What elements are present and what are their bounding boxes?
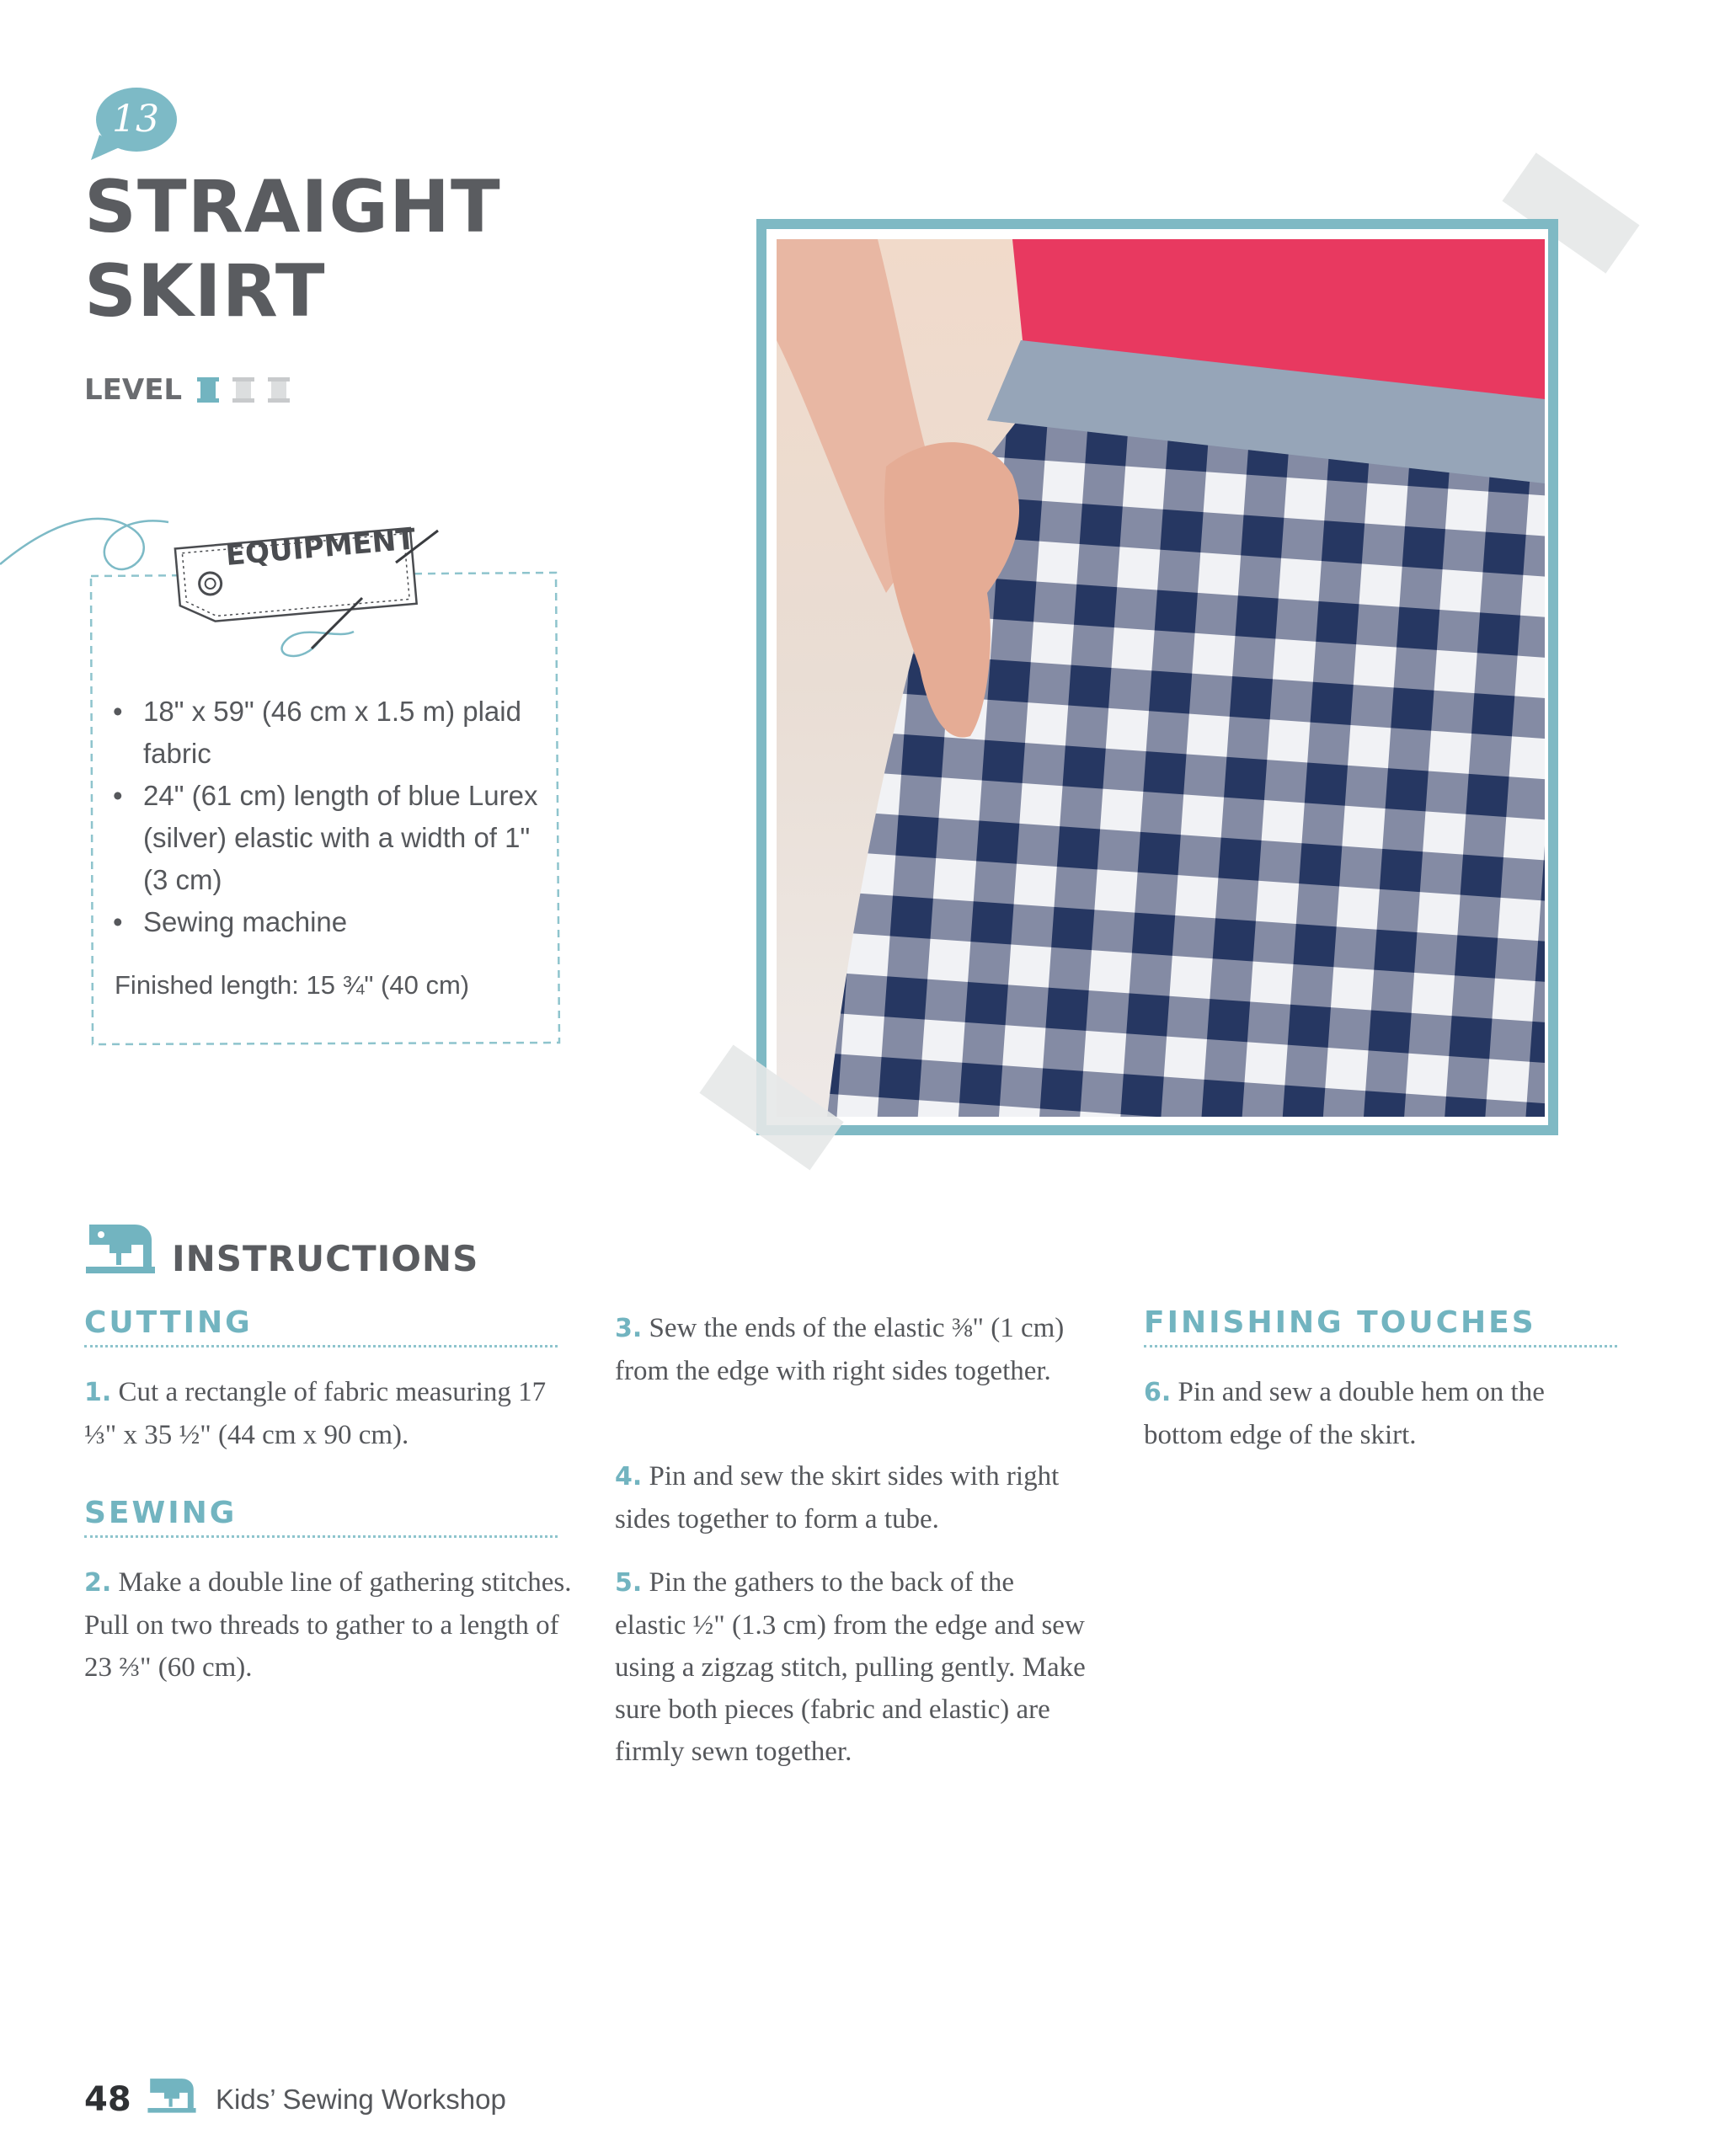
- book-title: Kids’ Sewing Workshop: [216, 2084, 506, 2115]
- section-cutting-heading: CUTTING: [84, 1305, 558, 1348]
- step-3: [615, 1307, 1087, 1392]
- section-sewing-heading: SEWING: [84, 1496, 558, 1538]
- step-number: 2.: [84, 1568, 112, 1598]
- sewing-machine-icon: [84, 1219, 157, 1275]
- step-5: [615, 1561, 1087, 1773]
- page-title: [84, 165, 556, 334]
- page-number: 48: [84, 2080, 131, 2119]
- step-2: [84, 1561, 573, 1689]
- sewing-machine-icon: [147, 2075, 197, 2114]
- project-number: 13: [112, 98, 159, 141]
- equipment-list: [113, 691, 551, 943]
- spool-icon-empty: [229, 376, 258, 404]
- step-4: [615, 1455, 1087, 1540]
- title-line-2: SKIRT: [84, 249, 326, 334]
- title-line-1: STRAIGHT: [84, 165, 501, 249]
- finished-length: Finished length: 15 ¾" (40 cm): [115, 970, 470, 1000]
- equipment-item: • 18" x 59" (46 cm x 1.5 m) plaid fabric: [113, 691, 551, 775]
- step-number: 4.: [615, 1462, 643, 1492]
- section-finishing-heading: FINISHING TOUCHES: [1144, 1305, 1617, 1348]
- spool-icon-filled: [194, 376, 222, 404]
- step-number: 6.: [1144, 1378, 1172, 1407]
- step-1: [84, 1371, 573, 1456]
- step-text: Sew the ends of the elastic ⅜" (1 cm) from the edge with right sides together.: [615, 1313, 1065, 1386]
- level-label: LEVEL: [84, 373, 183, 407]
- step-text: Pin and sew a double hem on the bottom edge of the skirt.: [1144, 1377, 1545, 1450]
- skirt-photo: [777, 239, 1545, 1117]
- step-number: 3.: [615, 1314, 643, 1343]
- step-text: Pin the gathers to the back of the elastic ½" (1.3 cm) from the edge and sew using a zigzag stitch, pulling gently. Make sure both pieces (fabric and elastic) are firmly sewn together.: [615, 1567, 1086, 1767]
- step-text: Cut a rectangle of fabric measuring 17 ⅓" x 35 ½" (44 cm x 90 cm).: [84, 1377, 547, 1450]
- step-text: Make a double line of gathering stitches. Pull on two threads to gather to a length of 23 ⅔" (60 cm).: [84, 1567, 572, 1683]
- equipment-item: • 24" (61 cm) length of blue Lurex (silver) elastic with a width of 1" (3 cm): [113, 775, 551, 901]
- step-text: Pin and sew the skirt sides with right sides together to form a tube.: [615, 1461, 1060, 1534]
- step-number: 5.: [615, 1568, 643, 1598]
- equipment-item: • Sewing machine: [113, 901, 551, 943]
- step-6: [1144, 1371, 1616, 1456]
- step-number: 1.: [84, 1378, 112, 1407]
- spool-icon-empty: [264, 376, 293, 404]
- level-indicator: [84, 369, 300, 411]
- instructions-title: INSTRUCTIONS: [172, 1238, 479, 1279]
- equipment-label: EQUIPMENT: [224, 522, 417, 573]
